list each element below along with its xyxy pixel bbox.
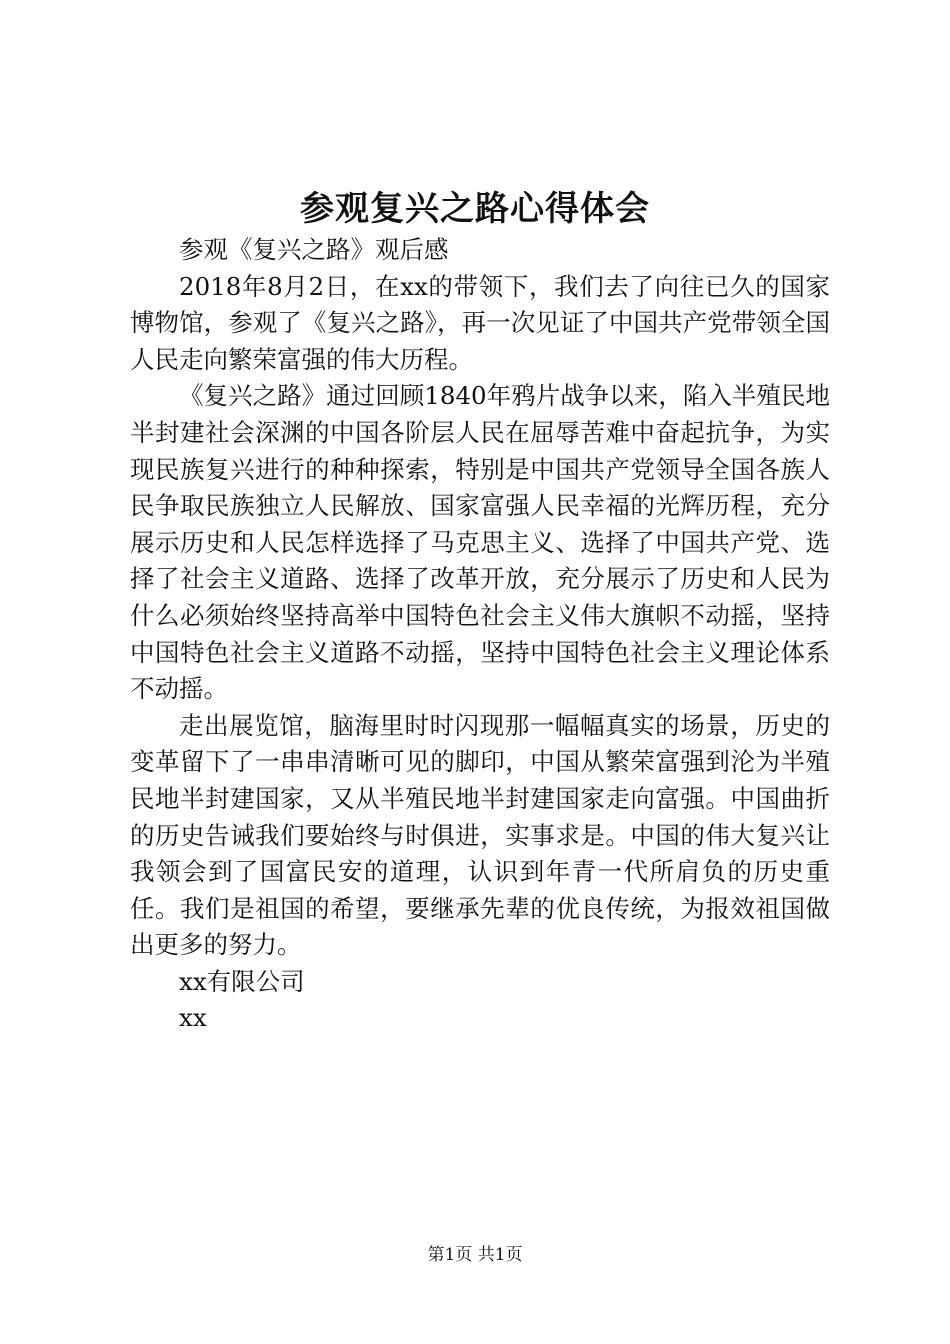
document-body	[130, 232, 830, 1037]
page-footer: 第1页 共1页	[427, 1245, 523, 1265]
document-title: 参观复兴之路心得体会	[300, 189, 650, 229]
document-subtitle: 参观《复兴之路》观后感	[179, 235, 449, 264]
paragraph-reflection: 走出展览馆，脑海里时时闪现那一幅幅真实的场景，历史的变革留下了一串串清晰可见的脚印，中国从繁荣富强到沦为半殖民地半封建国家，又从半殖民地半封建国家走向富强。中国曲折的历史告诫我们要始终与时俱进，实事求是。中国的伟大复兴让我领会到了国富民安的道理，认识到年青一代所肩负的历史重任。我们是祖国的希望，要继承先辈的优良传统，为报效祖国做出更多的努力。	[130, 710, 830, 960]
signature-name: xx	[179, 1003, 207, 1033]
paragraph-exhibition: 《复兴之路》通过回顾1840年鸦片战争以来，陷入半殖民地半封建社会深渊的中国各阶层人民在屈辱苦难中奋起抗争，为实现民族复兴进行的种种探索，特别是中国共产党领导全国各族人民争取民族独立人民解放、国家富强人民幸福的光辉历程，充分展示历史和人民怎样选择了马克思主义、选择了中国共产党、选择了社会主义道路、选择了改革开放，充分展示了历史和人民为什么必须始终坚持高举中国特色社会主义伟大旗帜不动摇，坚持中国特色社会主义道路不动摇，坚持中国特色社会主义理论体系不动摇。	[130, 381, 830, 704]
signature-company: xx有限公司	[179, 966, 305, 996]
paragraph-intro: 2018年8月2日，在xx的带领下，我们去了向往已久的国家博物馆，参观了《复兴之路》，再一次见证了中国共产党带领全国人民走向繁荣富强的伟大历程。	[130, 271, 830, 374]
